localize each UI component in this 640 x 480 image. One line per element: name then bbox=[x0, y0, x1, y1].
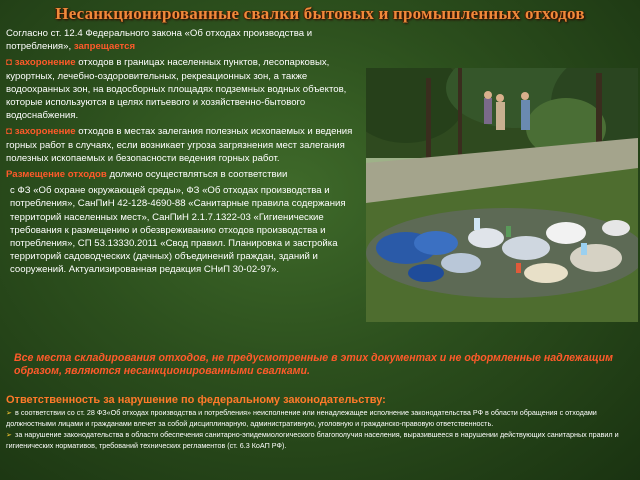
arrow-bullet-icon: ➢ bbox=[6, 430, 13, 440]
placement-highlight: Размещение отходов bbox=[6, 169, 107, 181]
bullet-text: отходов в местах залегания полезных ископаемых и ведения горных работ в случаях, если возникает угроза загрязнения мест залегания полезных ископаемых и безопасности ведения горных работ. bbox=[6, 126, 353, 164]
landfill-photo-illustration bbox=[366, 68, 638, 322]
list-item bbox=[6, 408, 632, 429]
bullet-highlight: захоронение bbox=[14, 57, 76, 69]
laws-paragraph: с ФЗ «Об охране окружающей среды», ФЗ «Об отходах производства и потребления», СанПиН 42-128-4690-88 «Санитарные правила содержания территорий населенных мест», СанПиН 2.1.7.1322-03 «Гигиенические требования к размещению и обезвреживанию отходов производства и потребления», СП 53.13330.2011 «Свод правил. Планировка и застройка территорий садоводческих (дачных) объединений граждан, зданий и сооружений. Актуализированная редакция СНиП 30-02-97». bbox=[10, 185, 346, 276]
placement-text: должно осуществляться в соответствии bbox=[109, 169, 288, 181]
square-bullet-icon: ◘ bbox=[6, 57, 12, 69]
list-item-text: за нарушение законодательства в области обеспечения санитарно-эпидемиологического благополучия населения, выразившееся в нарушении действующих санитарных правил и гигиенических нормативов, требований технических регламентов (ст. 6.3 КоАП РФ). bbox=[6, 430, 619, 450]
intro-highlight: запрещается bbox=[73, 41, 136, 53]
slide-title: Несанкционированные свалки бытовых и промышленных отходов bbox=[55, 4, 585, 23]
law-text-column bbox=[6, 27, 368, 280]
placement-paragraph bbox=[6, 168, 368, 181]
bullet-item bbox=[6, 125, 368, 165]
list-item bbox=[6, 430, 632, 451]
intro-paragraph bbox=[6, 27, 368, 53]
landfill-photo bbox=[366, 68, 638, 322]
intro-text: Согласно ст. 12.4 Федерального закона «Об отходах производства и потребления», bbox=[6, 28, 313, 53]
responsibility-list bbox=[6, 408, 632, 452]
responsibility-heading: Ответственность за нарушение по федеральному законодательству: bbox=[6, 394, 386, 406]
list-item-text: в соответствии со ст. 28 ФЗ«Об отходах производства и потребления» неисполнение или ненадлежащее исполнение законодательства РФ в области обращения с отходами должностными лицами и гражданами влечет за собой дисциплинарную, административную, уголовную и гражданско-правовую ответственность. bbox=[6, 408, 597, 428]
bullet-text: отходов в границах населенных пунктов, лесопарковых, курортных, лечебно-оздоровительных, рекреационных зон, а также водоохранных зон, на водосборных площадях подземных водных объектов, которые используются в целях питьевого и хозяйственно-бытового водоснабжения. bbox=[6, 57, 347, 122]
unauthorized-dump-note: Все места складирования отходов, не предусмотренные в этих документах и не оформленные надлежащим образом, являются несанкционированными свалками. bbox=[14, 352, 613, 377]
square-bullet-icon: ◘ bbox=[6, 126, 12, 138]
bullet-item bbox=[6, 56, 368, 122]
arrow-bullet-icon: ➢ bbox=[6, 408, 13, 417]
bullet-highlight: захоронение bbox=[14, 126, 76, 138]
